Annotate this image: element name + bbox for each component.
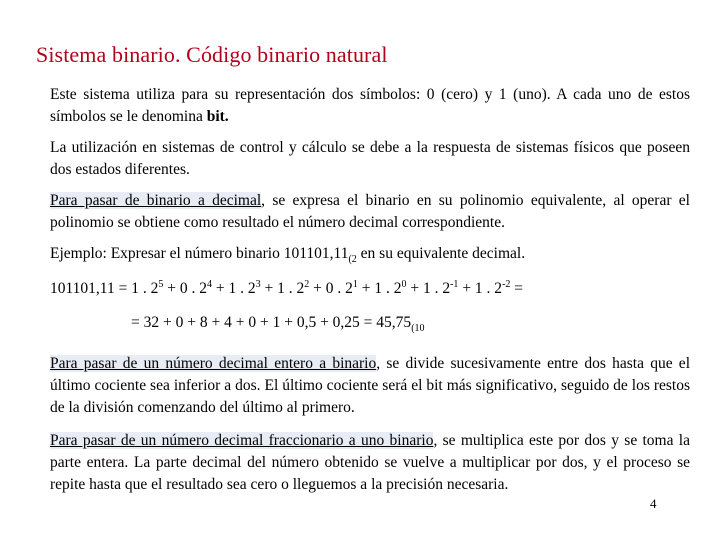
polynomial-expansion [50, 280, 523, 298]
polynomial-term: = [510, 280, 524, 297]
polynomial-term: + 0 . 2 [163, 280, 207, 297]
paragraph-decimal-frac-to-binary [50, 430, 690, 496]
polynomial-term: + 1 . 2 [357, 280, 402, 297]
paragraph-decimal-int-to-binary [50, 353, 690, 419]
binary-to-decimal-link[interactable]: Para pasar de binario a decimal [50, 192, 262, 209]
example-base-subscript: (2 [348, 254, 357, 265]
exponent: 1 [352, 279, 358, 290]
exponent: 0 [401, 279, 407, 290]
exponent: 4 [206, 279, 212, 290]
binary-to-decimal-text: , se expresa el binario en su polinomio equivalente, al operar el polinomio se obtiene como resultado el número decimal correspondiente. [50, 192, 690, 231]
bit-term: bit. [206, 108, 229, 125]
result-base-subscript: (10 [411, 323, 425, 334]
polynomial-result [131, 314, 425, 332]
exponent: 3 [255, 279, 261, 290]
polynomial-term: + 0 . 2 [309, 280, 353, 297]
polynomial-result-text: = 32 + 0 + 8 + 4 + 0 + 1 + 0,5 + 0,25 = 45,75 [131, 314, 412, 331]
paragraph-binary-to-decimal [50, 190, 690, 234]
example-prefix: Ejemplo: Expresar el número binario 101101,11 [50, 245, 349, 262]
decimal-frac-to-binary-text: , se multiplica este por dos y se toma la parte entera. La parte decimal del número obtenido se vuelve a multiplicar por dos, y el proceso se repite hasta que el resultado sea cero o lleguemos a la precisión necesaria. [50, 432, 690, 493]
paragraph-intro [50, 84, 690, 128]
example-statement [50, 245, 525, 263]
polynomial-term: + 1 . 2 [458, 280, 503, 297]
slide-title: Sistema binario. Código binario natural [36, 42, 388, 67]
polynomial-term: + 1 . 2 [260, 280, 305, 297]
polynomial-term: + 1 . 2 [211, 280, 256, 297]
exponent: 2 [304, 279, 310, 290]
exponent: 5 [158, 279, 164, 290]
exponent: -1 [450, 279, 459, 290]
page-number: 4 [650, 496, 657, 511]
decimal-frac-to-binary-link[interactable]: Para pasar de un número decimal fraccionario a uno binario [50, 432, 434, 449]
example-suffix: en su equivalente decimal. [356, 245, 526, 262]
polynomial-lhs: 101101,11 = 1 . 2 [50, 280, 159, 297]
polynomial-term: + 1 . 2 [406, 280, 451, 297]
decimal-int-to-binary-text: , se divide sucesivamente entre dos hasta que el último cociente sea inferior a dos. El último cociente será el bit más significativo, seguido de los restos de la división comenzando del último al primero. [50, 355, 690, 416]
paragraph-intro-text: Este sistema utiliza para su representación dos símbolos: 0 (cero) y 1 (uno). A cada uno de estos símbolos se le denomina [50, 86, 690, 125]
paragraph-usage: La utilización en sistemas de control y cálculo se debe a la respuesta de sistemas físicos que poseen dos estados diferentes. [50, 139, 690, 178]
decimal-int-to-binary-link[interactable]: Para pasar de un número decimal entero a binario [50, 355, 377, 372]
exponent: -2 [502, 279, 511, 290]
